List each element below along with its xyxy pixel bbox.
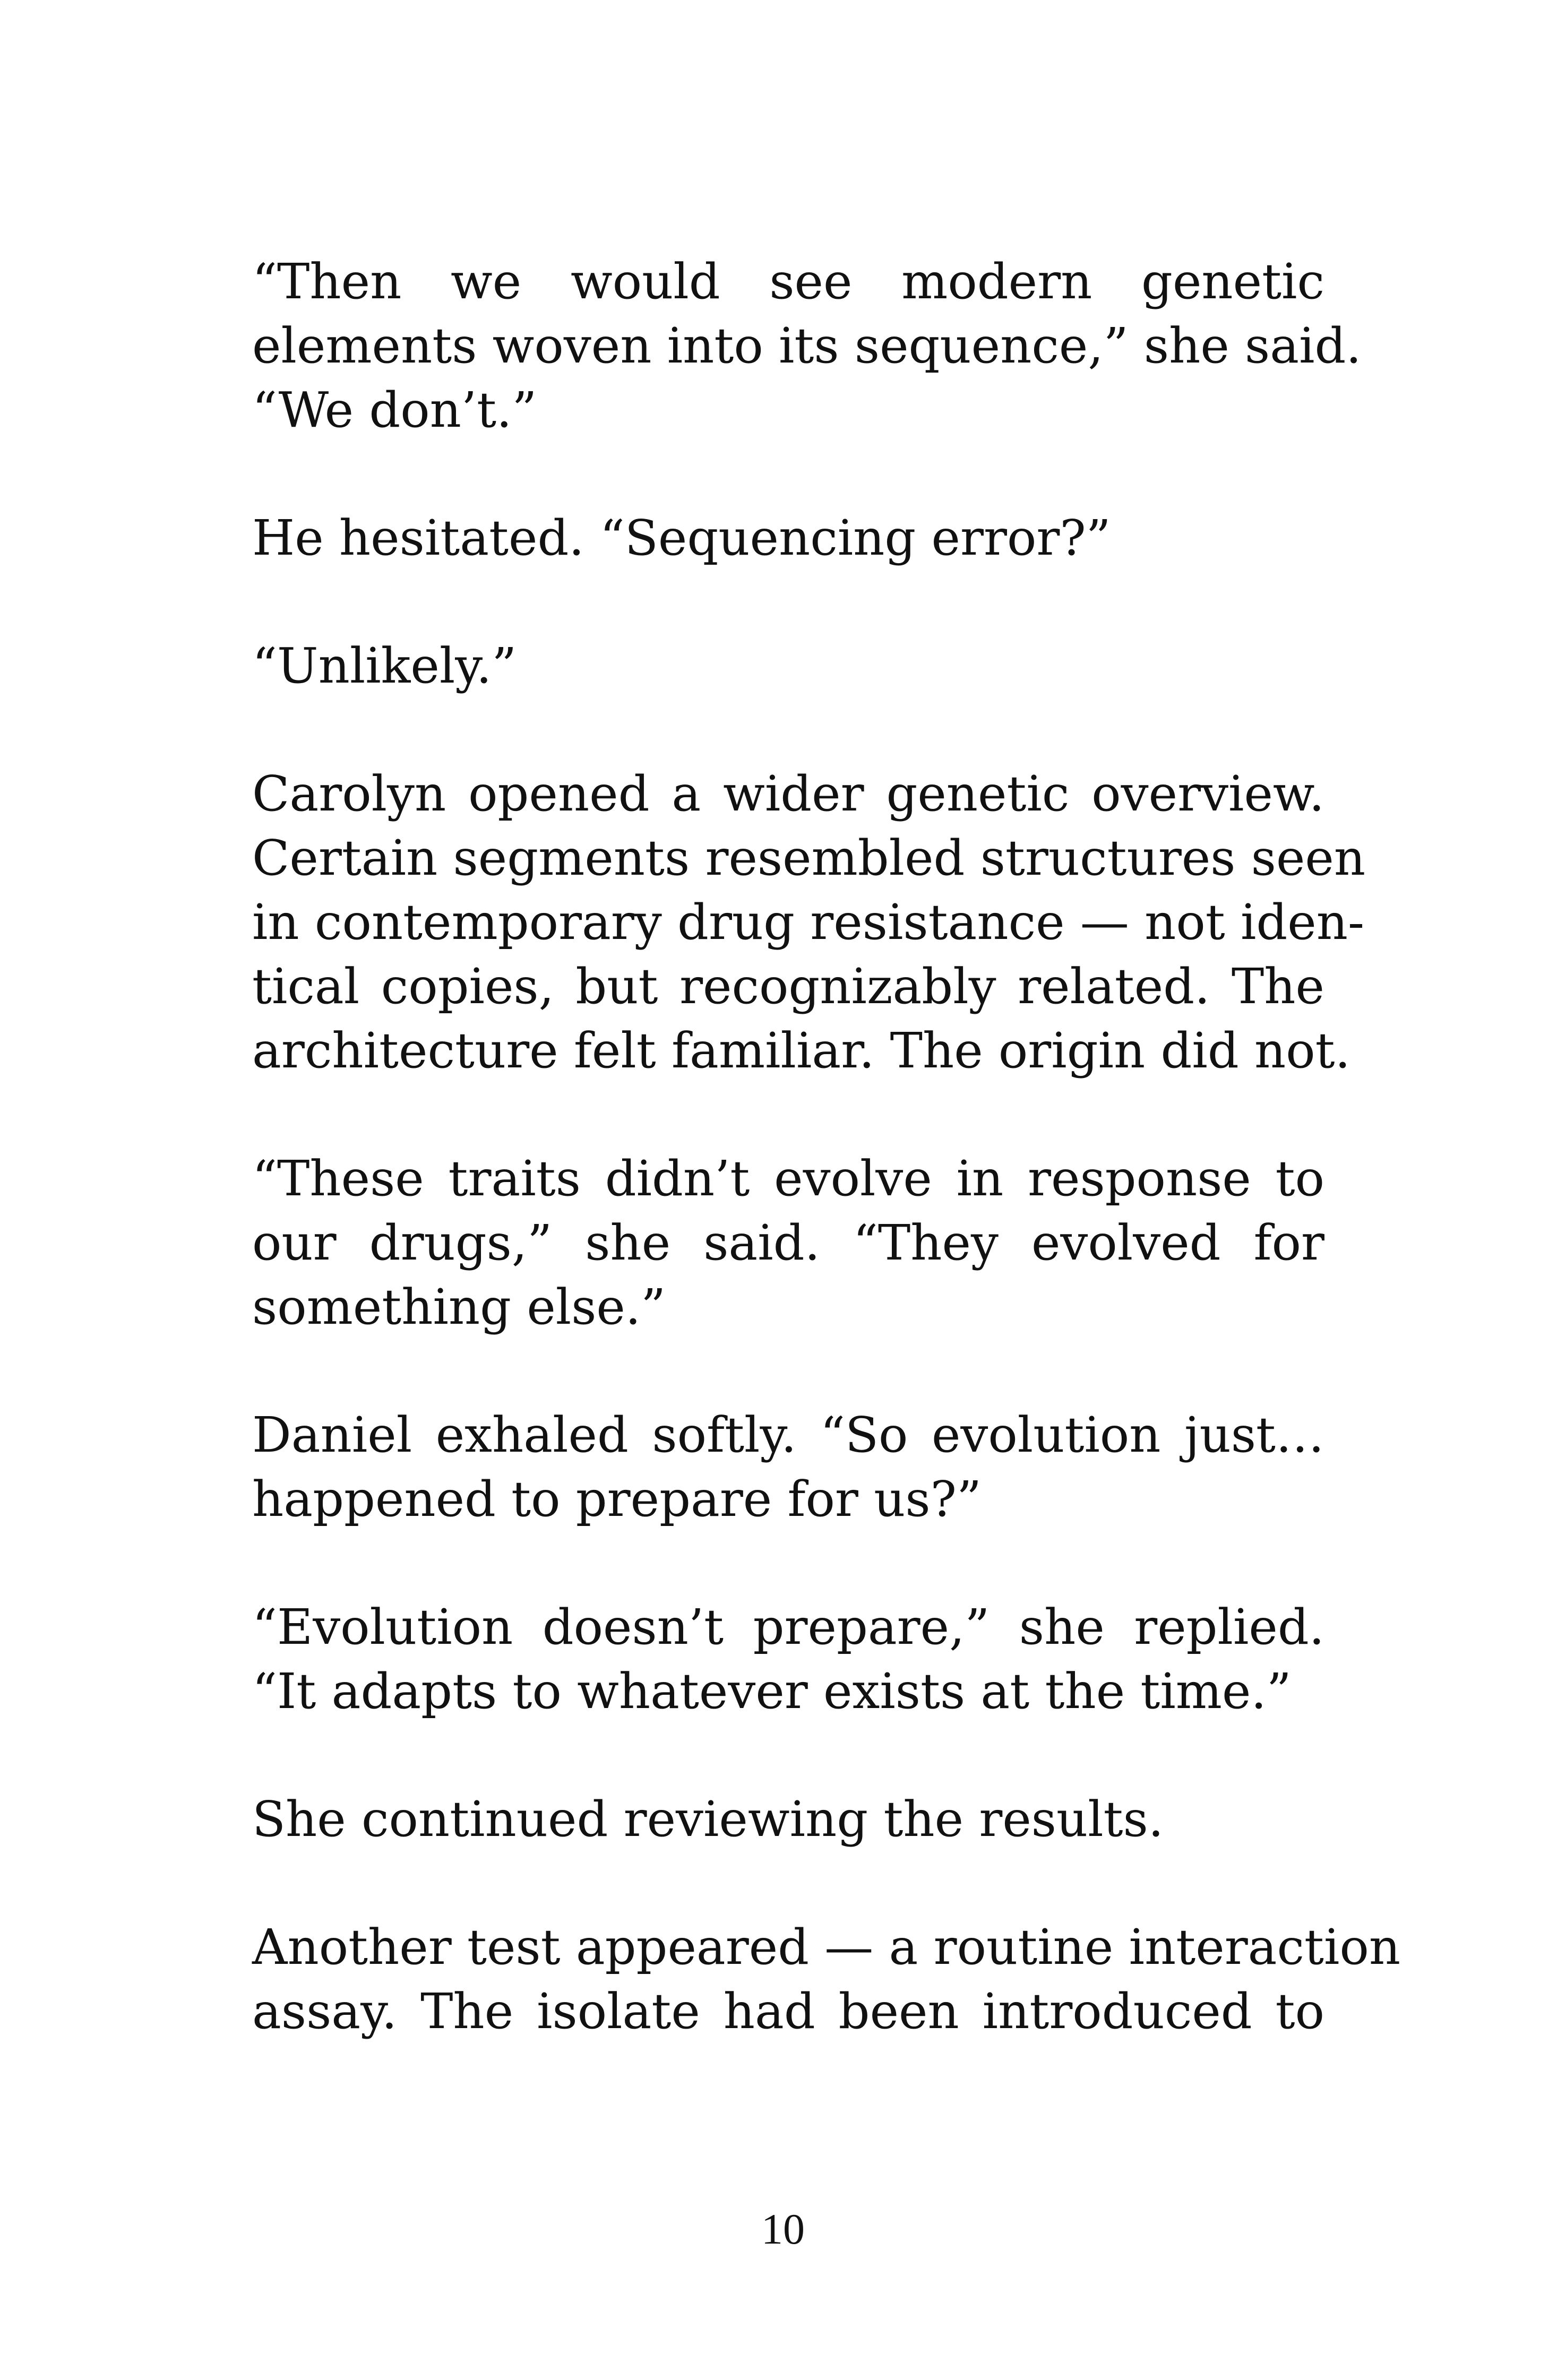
text-line: “Evolution doesn’t prepare,” she replied. [252, 1599, 1324, 1655]
page-number: 10 [761, 2205, 805, 2253]
body-text [252, 249, 1401, 2107]
text-line: “Unlikely.” [252, 637, 517, 694]
text-line: “It adapts to whatever exists at the time.” [252, 1663, 1292, 1720]
text-line: Another test appeared — a routine interaction [252, 1919, 1401, 1976]
text-line: elements woven into its sequence,” she said. [252, 317, 1362, 374]
paragraph [252, 1403, 1324, 1531]
text-line: assay. The isolate had been introduced to [252, 1983, 1324, 2040]
text-line: in contemporary drug resistance — not iden- [252, 894, 1365, 951]
text-line: “These traits didn’t evolve in response to [252, 1150, 1324, 1207]
text-line: architecture felt familiar. The origin did not. [252, 1022, 1350, 1079]
paragraph [252, 249, 1362, 442]
text-line: our drugs,” she said. “They evolved for [252, 1214, 1324, 1271]
text-line: tical copies, but recognizably related. The [252, 958, 1324, 1015]
text-line: happened to prepare for us?” [252, 1471, 982, 1528]
paragraph [252, 634, 1324, 698]
text-line: Daniel exhaled softly. “So evolution just… [252, 1407, 1324, 1463]
paragraph [252, 1595, 1324, 1723]
paragraph [252, 1915, 1401, 2043]
text-line: “We don’t.” [252, 382, 537, 438]
paragraph [252, 762, 1366, 1083]
text-line: “Then we would see modern genetic [252, 253, 1324, 310]
text-line: Carolyn opened a wider genetic overview. [252, 765, 1324, 822]
text-line: She continued reviewing the results. [252, 1791, 1164, 1848]
paragraph [252, 1146, 1324, 1339]
paragraph [252, 506, 1324, 570]
paragraph [252, 1787, 1324, 1851]
text-line: He hesitated. “Sequencing error?” [252, 510, 1111, 566]
text-line: something else.” [252, 1279, 666, 1335]
text-line: Certain segments resembled structures seen [252, 830, 1366, 886]
